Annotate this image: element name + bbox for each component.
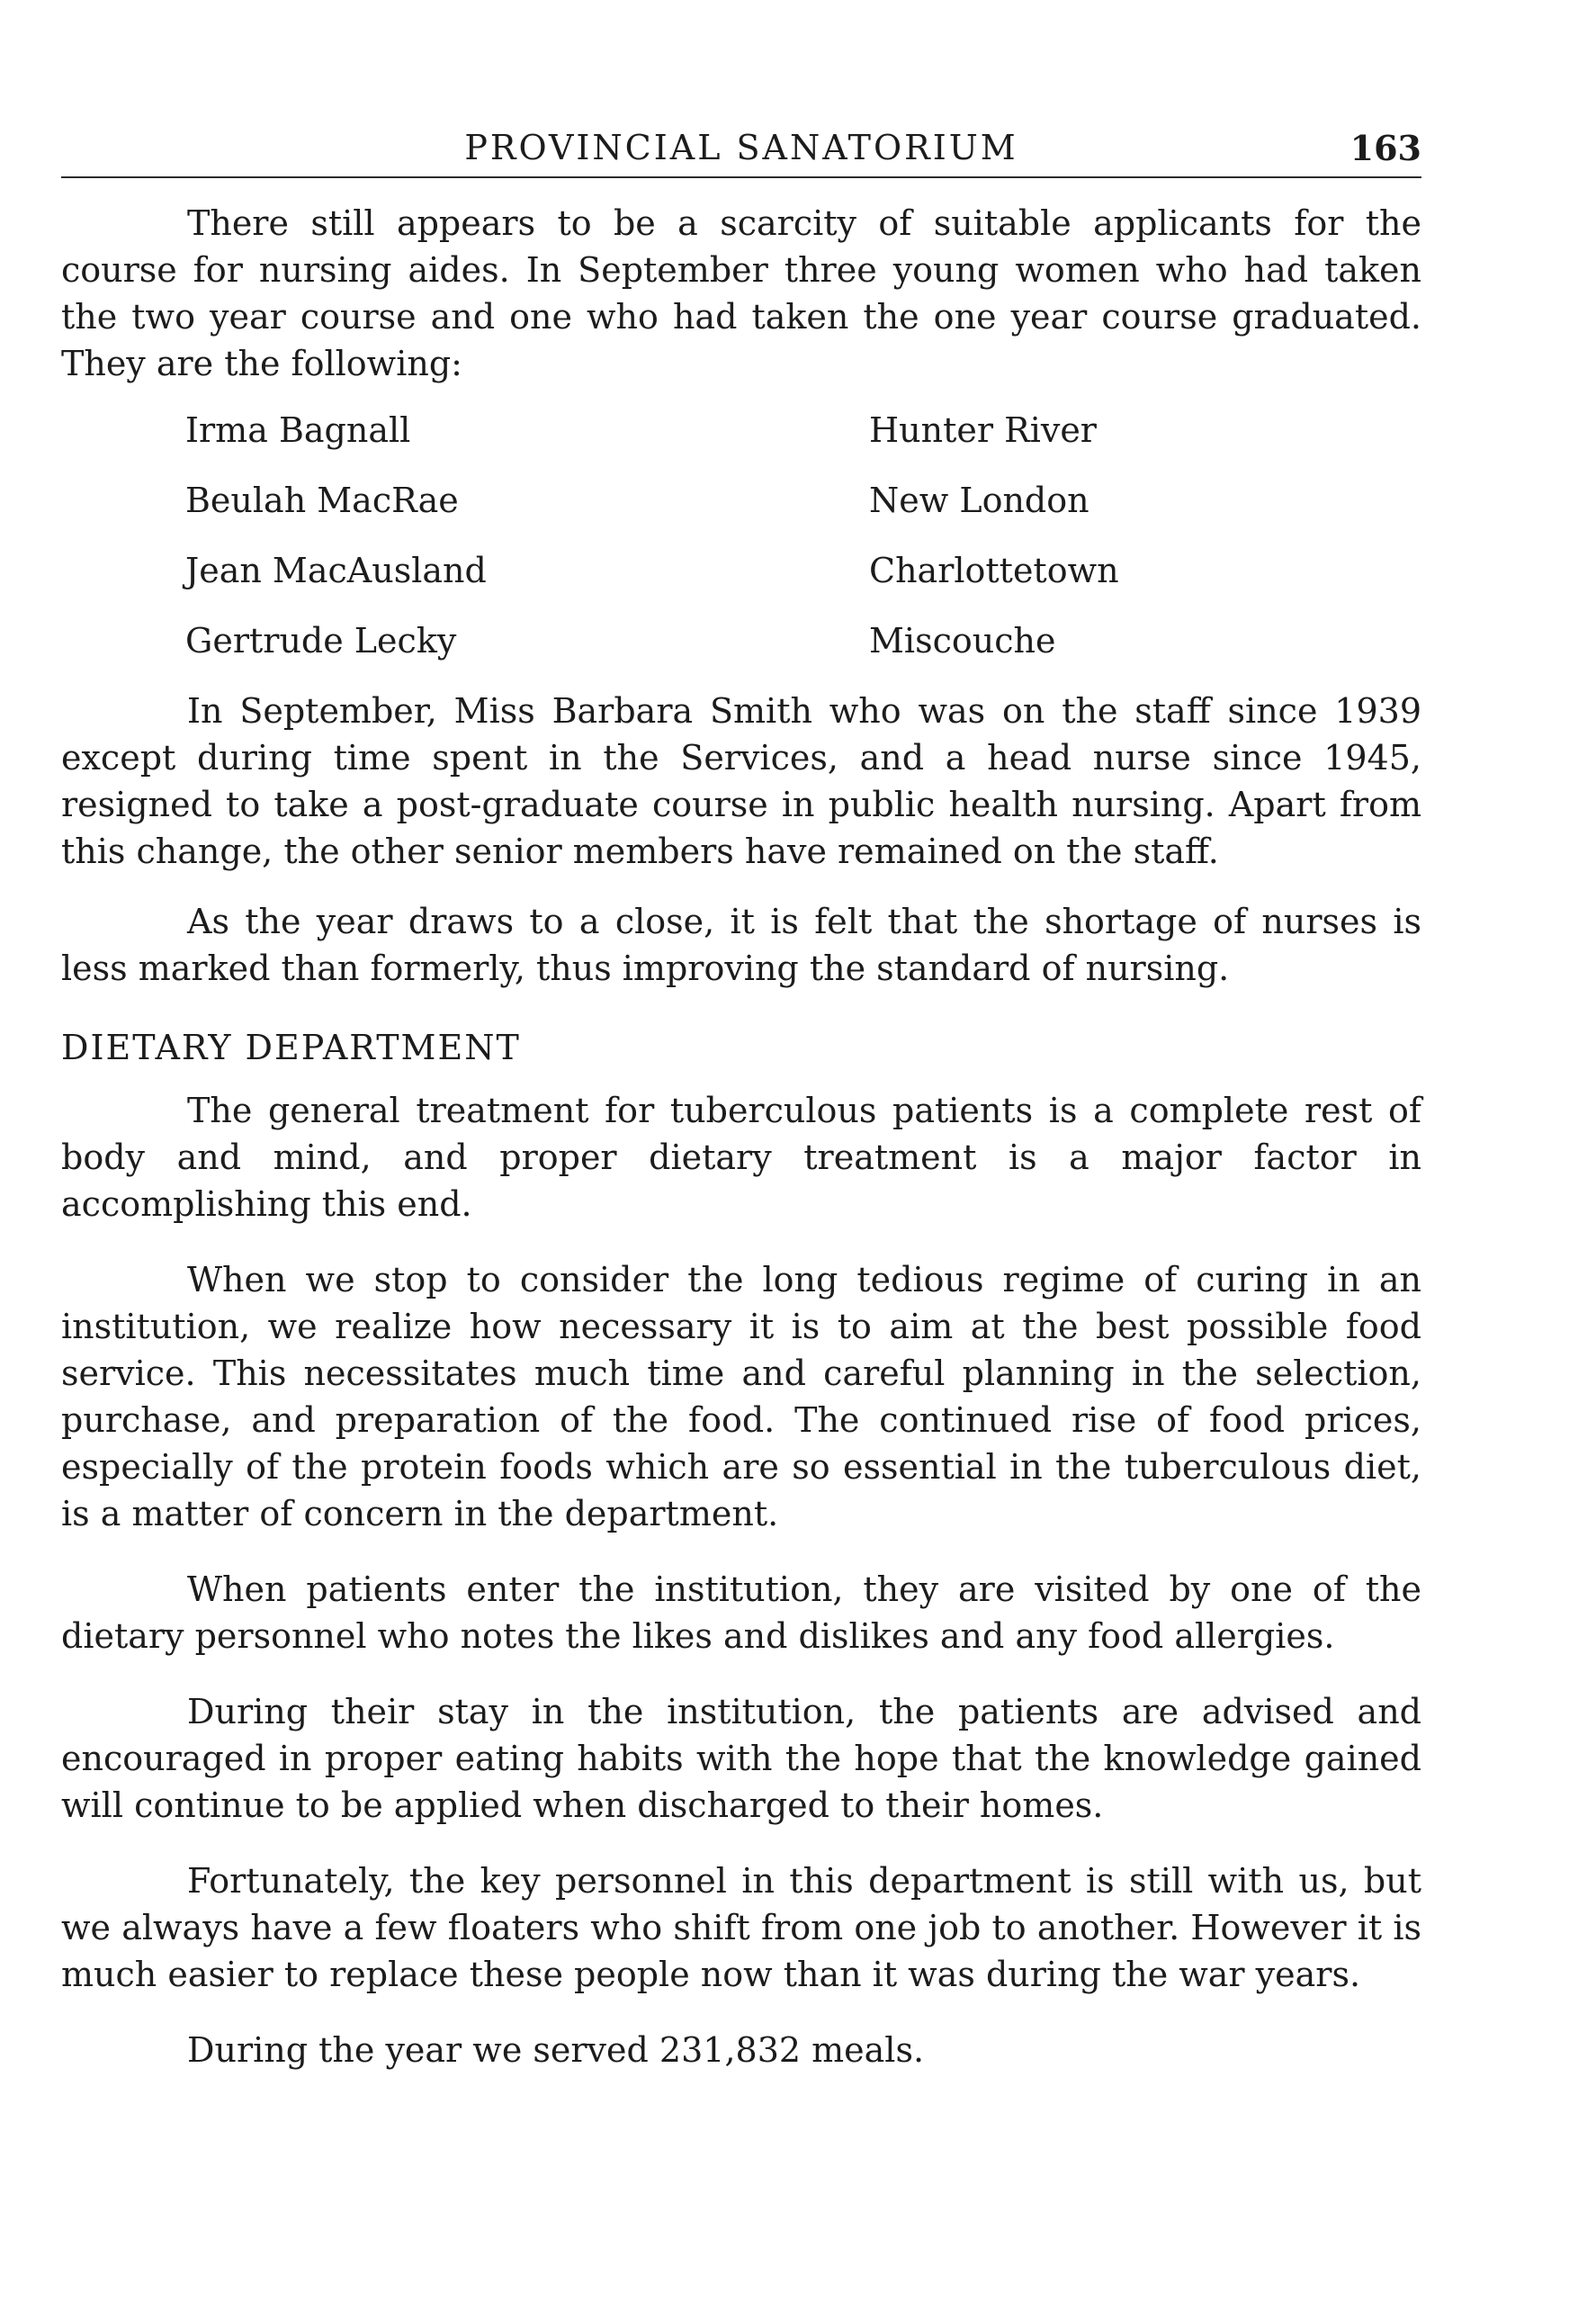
dietary-paragraph: The general treatment for tuberculous patients is a complete rest of body and mind, and proper dietary treatment is a major factor in accomplishing this end.: [61, 1091, 1421, 1224]
graduate-name: Gertrude Lecky: [185, 621, 457, 661]
page-number: 163: [1349, 128, 1421, 168]
graduate-place: Charlottetown: [869, 551, 1119, 590]
running-title: PROVINCIAL SANATORIUM: [464, 128, 1018, 167]
graduate-list: [185, 407, 1421, 688]
graduate-row: [185, 547, 1421, 617]
meals-served-paragraph: During the year we served 231,832 meals.: [187, 2030, 925, 2070]
nurse-shortage-paragraph: As the year draws to a close, it is felt that the shortage of nurses is less marked than formerly, thus improving the standard of nursing.: [61, 902, 1421, 988]
graduate-row: [185, 407, 1421, 477]
graduate-place: Hunter River: [869, 410, 1097, 450]
staff-change-paragraph: In September, Miss Barbara Smith who was on the staff since 1939 except during time spent in the Services, and a head nurse since 1945, resigned to take a post-graduate course in public health nursing. Apart from this change, the other senior members have remained on the staff.: [61, 691, 1421, 871]
graduate-row: [185, 617, 1421, 688]
graduate-name: Beulah MacRae: [185, 481, 459, 520]
running-header: [61, 117, 1421, 178]
document-page: [61, 117, 1421, 2073]
graduate-place: New London: [869, 481, 1089, 520]
dietary-paragraph: During their stay in the institution, the patients are advised and encouraged in proper eating habits with the hope that the knowledge gained will continue to be applied when discharged to their homes.: [61, 1692, 1421, 1825]
intro-paragraph: There still appears to be a scarcity of suitable applicants for the course for nursing aides. In September three young women who had taken the two year course and one who had taken the one year course graduated. They are the following:: [61, 203, 1421, 383]
graduate-name: Irma Bagnall: [185, 410, 411, 450]
section-heading-dietary: DIETARY DEPARTMENT: [61, 1028, 521, 1067]
dietary-paragraph: When patients enter the institution, they are visited by one of the dietary personnel who notes the likes and dislikes and any food allergies.: [61, 1569, 1421, 1656]
graduate-place: Miscouche: [869, 621, 1056, 661]
dietary-paragraph: When we stop to consider the long tedious regime of curing in an institution, we realize how necessary it is to aim at the best possible food service. This necessitates much time and careful planning in the selection, purchase, and preparation of the food. The continued rise of food prices, especially of the protein foods which are so essential in the tuberculous diet, is a matter of concern in the department.: [61, 1260, 1421, 1533]
graduate-name: Jean MacAusland: [185, 551, 487, 590]
dietary-paragraph: Fortunately, the key personnel in this department is still with us, but we always have a few floaters who shift from one job to another. However it is much easier to replace these people now than it was during the war years.: [61, 1861, 1421, 1994]
graduate-row: [185, 477, 1421, 547]
